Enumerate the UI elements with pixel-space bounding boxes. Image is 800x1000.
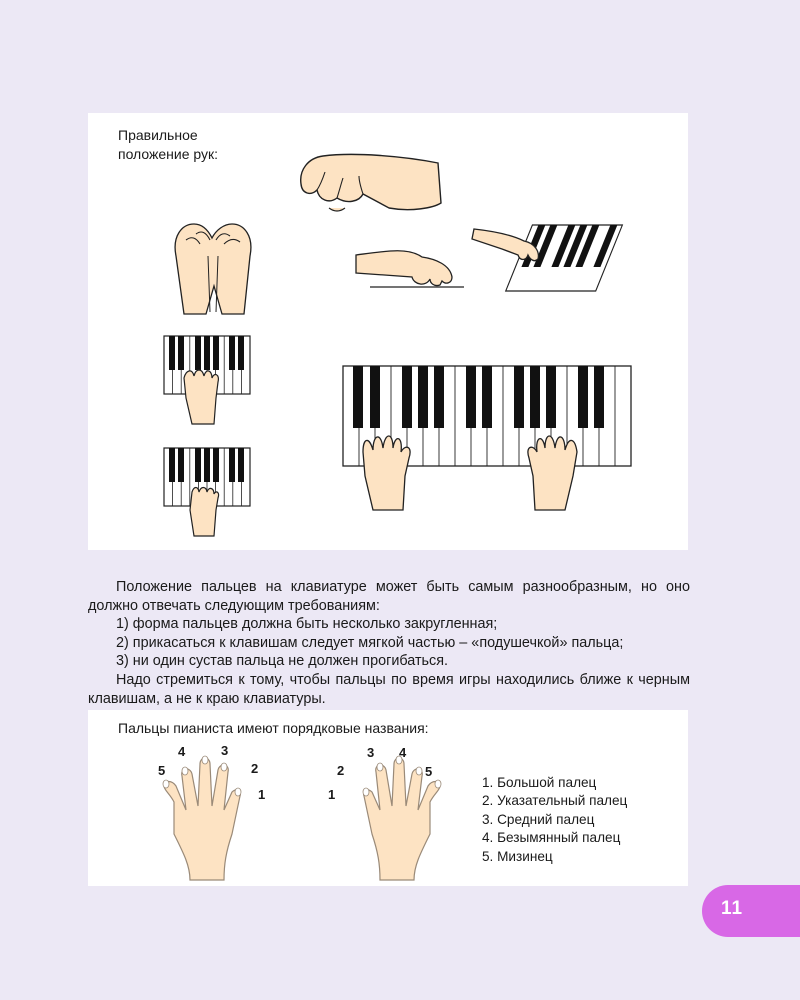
right-hand-number-1: 1 (328, 787, 336, 802)
hand-position-caption (118, 126, 248, 164)
right-hand-number-5: 5 (425, 764, 433, 779)
left-hand-number-3: 3 (221, 743, 229, 758)
right-hand-number-3: 3 (367, 745, 375, 760)
fingers-position-text (88, 578, 690, 708)
caption-line-1: Правильное (118, 127, 198, 143)
finger-names-list (482, 774, 627, 866)
small-keyboard-hand-illustration-2 (164, 448, 254, 538)
right-hand-number-2: 2 (337, 763, 345, 778)
finger-name-1: 1. Большой палец (482, 775, 597, 790)
large-keyboard-two-hands-illustration (343, 366, 633, 511)
finger-name-4: 4. Безымянный палец (482, 830, 621, 846)
finger-name-3: 3. Средний палец (482, 811, 595, 827)
finger-name-5: 5. Мизинец (482, 848, 553, 864)
caption-line-2: положение рук: (118, 146, 219, 162)
hand-position-panel (88, 113, 688, 550)
left-hand-number-2: 2 (251, 761, 259, 776)
left-hand-number-5: 5 (158, 763, 166, 778)
requirement-2: 2) прикасаться к клавишам следует мягкой частью – «подушечкой» пальца; (116, 634, 624, 651)
advice-paragraph: Надо стремиться к тому, чтобы пальцы по время игры находились ближе к черным клавишам, а не к краю клавиатуры. (88, 671, 690, 707)
intro-paragraph: Положение пальцев на клавиатуре может быть самым разнообразным, но оно должно отвечать следующим требованиям: (88, 579, 690, 614)
finger-name-2: 2. Указательный палец (482, 793, 628, 809)
small-keyboard-hand-illustration-1 (164, 336, 254, 426)
finger-names-caption: Пальцы пианиста имеют порядковые названия: (118, 720, 429, 736)
hand-over-keyboard-angled-illustration (472, 221, 622, 296)
hand-on-surface-illustration (356, 243, 466, 293)
right-hand-number-4: 4 (399, 745, 407, 760)
page-number: 11 (720, 898, 744, 919)
finger-names-panel (88, 710, 688, 886)
left-hand-number-1: 1 (258, 787, 266, 802)
requirement-1: 1) форма пальцев должна быть несколько закругленная; (116, 616, 498, 633)
hands-front-view-illustration (168, 216, 258, 316)
requirement-3: 3) ни один сустав пальца не должен прогибаться. (116, 653, 449, 670)
left-hand-number-4: 4 (178, 744, 186, 759)
cupped-hand-side-illustration (293, 148, 443, 213)
